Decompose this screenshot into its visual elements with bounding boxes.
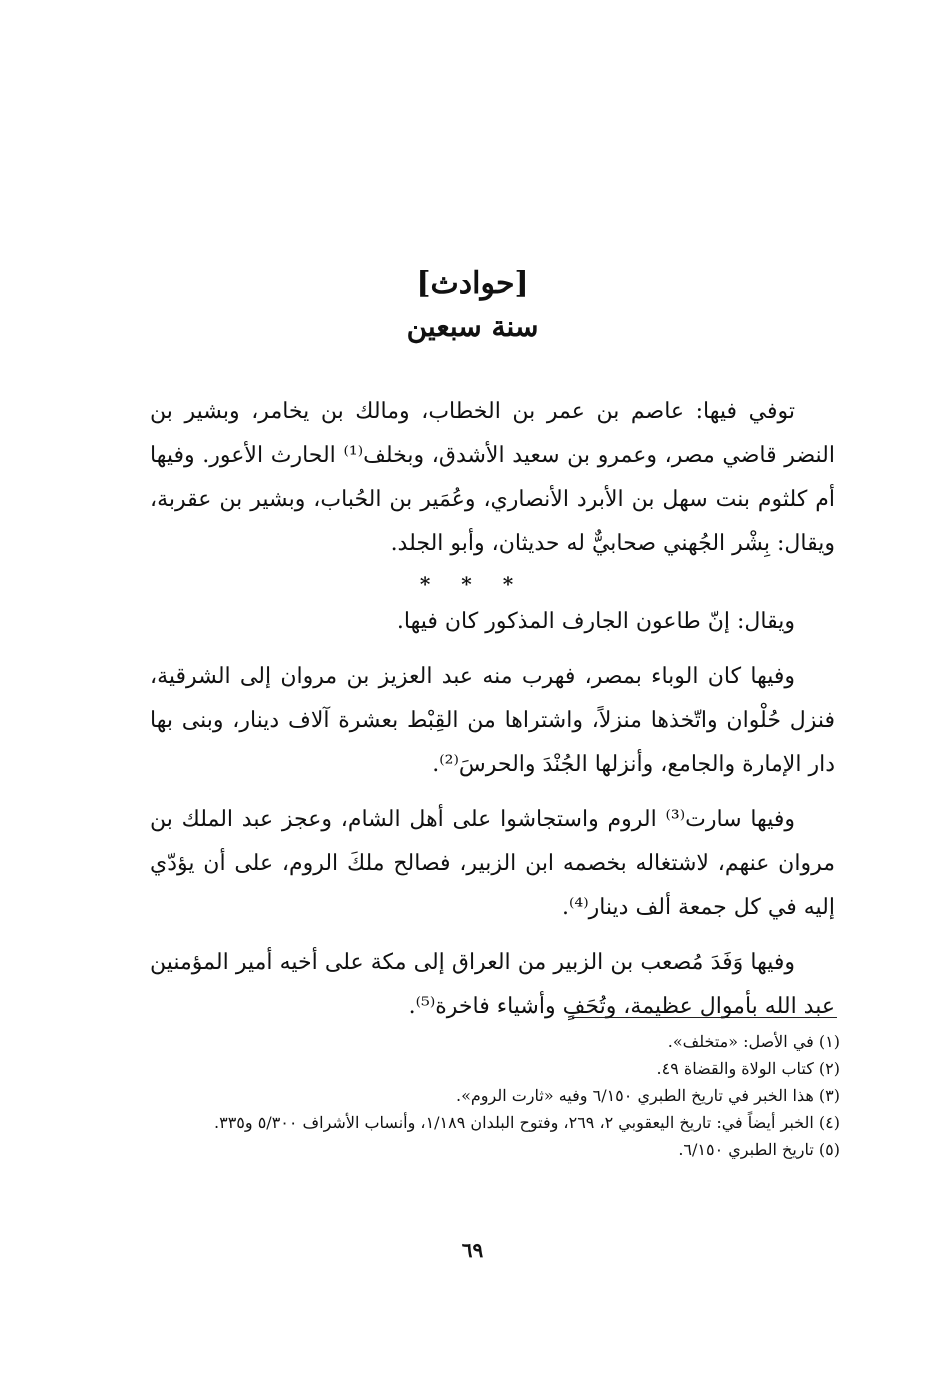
year-heading: سنة سبعين [406,310,539,343]
event-paragraph: وفيها سارت⁽³⁾ الروم واستجاشوا على أهل الشام، وعجز عبد الملك بن مروان عنهم، لاشتغاله بخصمه ابن الزبير، فصالح ملكَ الروم، على أن يؤدّي إليه في كل جمعة ألف دينار⁽⁴⁾. [150,807,835,920]
footnote: (١) في الأصل: «متخلف». [667,1032,840,1051]
footnote-divider [572,1017,837,1018]
event-paragraph: وفيها وَفَدَ مُصعب بن الزبير من العراق إلى مكة على أخيه أمير المؤمنين عبد الله بأموال عظيمة، وتُحَفٍ وأشياء فاخرة⁽⁵⁾. [150,950,835,1019]
event-paragraph: ويقال: إنّ طاعون الجارف المذكور كان فيها. [396,609,795,634]
event-paragraph: وفيها كان الوباء بمصر، فهرب منه عبد العزيز بن مروان إلى الشرقية، فنزل حُلْوان واتّخذها منزلاً، واشتراها من القِبْط بعشرة آلاف دينار، وبنى بها دار الإمارة والجامع، وأنزلها الجُنْدَ والحرسَ⁽²⁾. [150,664,835,777]
deaths-section [150,390,835,566]
footnote: (٣) هذا الخبر في تاريخ الطبري ٦/١٥٠ وفيه «ثارت الروم». [455,1086,840,1105]
footnote: (٥) تاريخ الطبري ٦/١٥٠. [678,1140,840,1159]
page-number: ٦٩ [461,1238,484,1262]
footnotes [150,1028,840,1163]
section-separator: * * * [419,572,526,596]
title-block [0,262,945,348]
section-heading: [حوادث] [416,266,529,301]
footnote: (٤) الخبر أيضاً في: تاريخ اليعقوبي ٢، ٢٦٩، وفتوح البلدان ١/١٨٩، وأنساب الأشراف ٥/٣٠٠ و٣٣٥. [214,1113,840,1132]
footnote: (٢) كتاب الولاة والقضاة ٤٩. [656,1059,840,1078]
events-section [150,600,835,1029]
deaths-paragraph: توفي فيها: عاصم بن عمر بن الخطاب، ومالك بن يخامر، وبشير بن النضر قاضي مصر، وعمرو بن سعيد الأشدق، وبخلف⁽¹⁾ الحارث الأعور. وفيها أم كلثوم بنت سهل بن الأبرد الأنصاري، وعُمَير بن الحُباب، وبشير بن عقربة، ويقال: بِشْر الجُهني صحابيٌّ له حديثان، وأبو الجلد. [150,399,835,556]
